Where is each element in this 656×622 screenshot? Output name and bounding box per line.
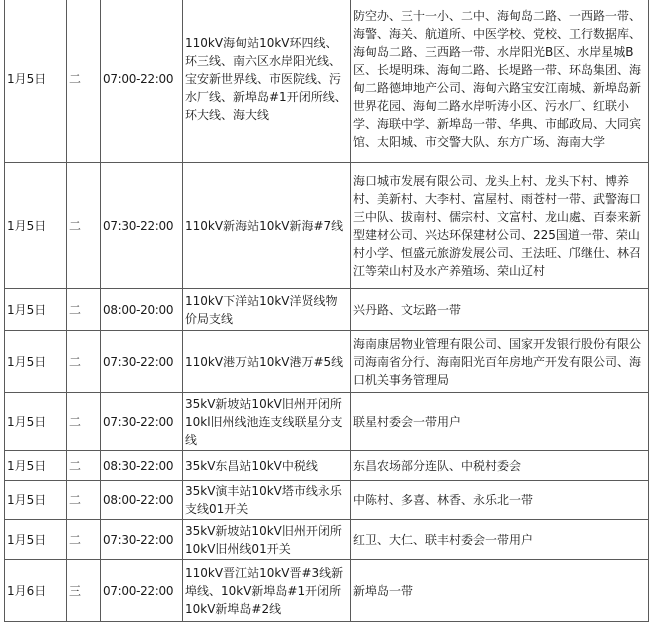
time-cell: 07:30-22:00 — [101, 163, 183, 289]
date-cell: 1月5日 — [5, 0, 67, 163]
weekday-cell: 二 — [67, 393, 101, 451]
weekday-cell: 二 — [67, 331, 101, 393]
time-cell: 07:30-22:00 — [101, 393, 183, 451]
date-cell: 1月6日 — [5, 560, 67, 622]
weekday-cell: 二 — [67, 163, 101, 289]
line-cell: 110kV新海站10kV新海#7线 — [183, 163, 351, 289]
area-cell: 红卫、大仁、联丰村委会一带用户 — [351, 520, 649, 560]
weekday-cell: 三 — [67, 560, 101, 622]
line-cell: 110kV港万站10kV港万#5线 — [183, 331, 351, 393]
table-row — [5, 451, 649, 481]
table-row — [5, 560, 649, 622]
line-cell: 35kV新坡站10kV旧州开闭所10kl旧州线池连支线联星分支线 — [183, 393, 351, 451]
weekday-cell: 二 — [67, 289, 101, 331]
date-cell: 1月5日 — [5, 481, 67, 520]
time-cell: 08:30-22:00 — [101, 451, 183, 481]
table-row — [5, 481, 649, 520]
date-cell: 1月5日 — [5, 520, 67, 560]
line-cell: 110kV下洋站10kV洋贤线物价局支线 — [183, 289, 351, 331]
time-cell: 08:00-20:00 — [101, 289, 183, 331]
date-cell: 1月5日 — [5, 163, 67, 289]
area-cell: 防空办、三十一小、二中、海甸岛二路、一西路一带、海警、海关、航道所、中医学校、党校、工行数据库、海甸岛二路、三西路一带、水岸阳光B区、水岸星城B区、长堤明珠、海甸二路、长堤路一带、环岛集团、海甸二路德坤地产公司、海甸六路宝安江南城、新埠岛新世界花园、海甸二路水岸听涛小区、污水厂、红联小学、海联中学、新埠岛一带、华典、市邮政局、大同宾馆、太阳城、市交警大队、东方广场、海南大学 — [351, 0, 649, 163]
outage-table — [4, 0, 649, 622]
area-cell: 海南康居物业管理有限公司、国家开发银行股份有限公司海南省分行、海南阳光百年房地产开发有限公司、海口机关事务管理局 — [351, 331, 649, 393]
line-cell: 110kV海甸站10kV环四线、环三线、南六区水岸阳光线、宝安新世界线、市医院线、污水厂线、新埠岛#1开闭所线、环大线、海大线 — [183, 0, 351, 163]
time-cell: 08:00-22:00 — [101, 481, 183, 520]
date-cell: 1月5日 — [5, 331, 67, 393]
weekday-cell: 二 — [67, 520, 101, 560]
table-row — [5, 393, 649, 451]
table-row — [5, 289, 649, 331]
area-cell: 海口城市发展有限公司、龙头上村、龙头下村、博养村、美新村、大李村、富屋村、雨苍村一带、武警海口三中队、拔南村、儒宗村、文富村、龙山處、百泰来新型建材公司、兴达环保建材公司、225国道一带、荣山村小学、恒盛元旅游发展公司、王法旺、邝继仕、林召江等荣山村及水产养殖场、荣山辽村 — [351, 163, 649, 289]
area-cell: 东昌农场部分连队、中税村委会 — [351, 451, 649, 481]
table-row — [5, 163, 649, 289]
weekday-cell: 二 — [67, 481, 101, 520]
table-row — [5, 0, 649, 163]
area-cell: 联星村委会一带用户 — [351, 393, 649, 451]
table-row — [5, 331, 649, 393]
time-cell: 07:30-22:00 — [101, 331, 183, 393]
table-row — [5, 520, 649, 560]
weekday-cell: 二 — [67, 0, 101, 163]
area-cell: 兴丹路、文坛路一带 — [351, 289, 649, 331]
time-cell: 07:00-22:00 — [101, 560, 183, 622]
date-cell: 1月5日 — [5, 451, 67, 481]
date-cell: 1月5日 — [5, 393, 67, 451]
time-cell: 07:30-22:00 — [101, 520, 183, 560]
weekday-cell: 二 — [67, 451, 101, 481]
date-cell: 1月5日 — [5, 289, 67, 331]
area-cell: 新埠岛一带 — [351, 560, 649, 622]
line-cell: 35kV新坡站10kV旧州开闭所10kV旧州线01开关 — [183, 520, 351, 560]
area-cell: 中陈村、多喜、林香、永乐北一带 — [351, 481, 649, 520]
line-cell: 35kV东昌站10kV中税线 — [183, 451, 351, 481]
line-cell: 35kV演丰站10kV塔市线永乐支线01开关 — [183, 481, 351, 520]
line-cell: 110kV晋江站10kV晋#3线新埠线、10kV新埠岛#1开闭所10kV新埠岛#2线 — [183, 560, 351, 622]
time-cell: 07:00-22:00 — [101, 0, 183, 163]
